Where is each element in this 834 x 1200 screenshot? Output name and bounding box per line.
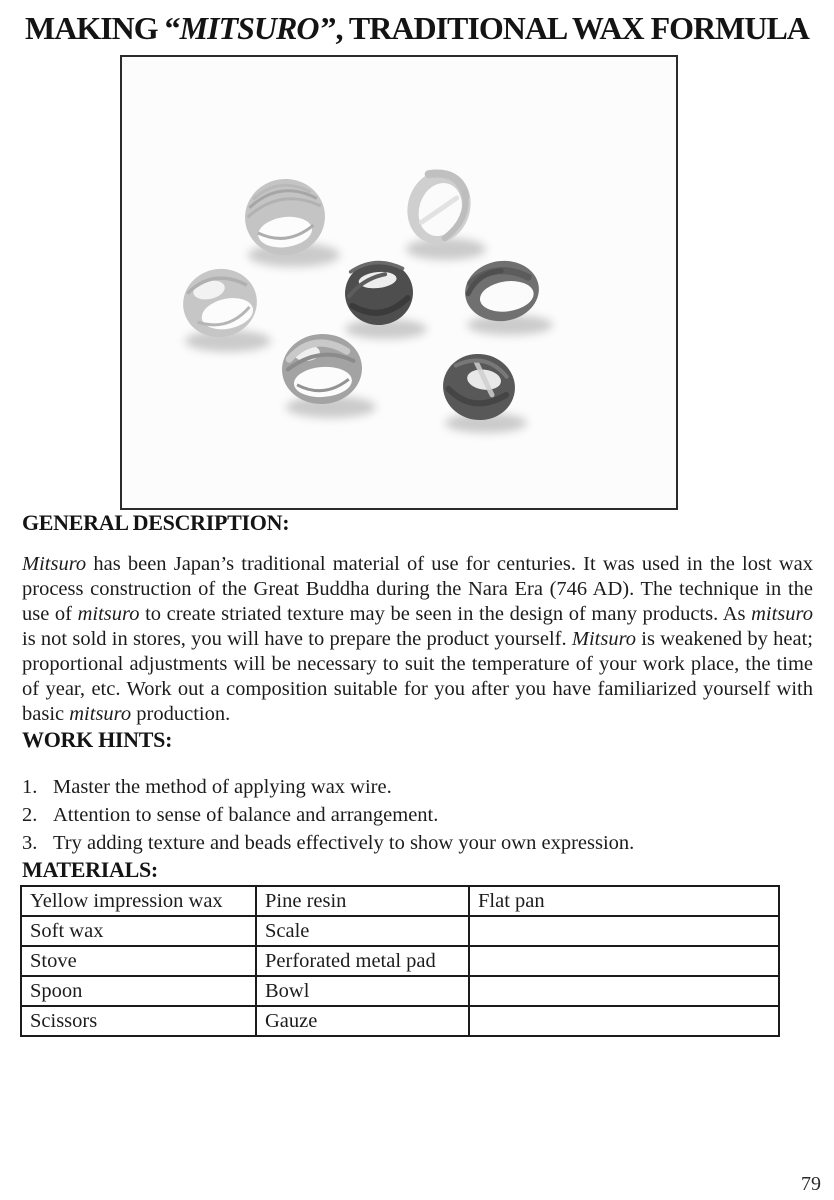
general-description-heading: GENERAL DESCRIPTION: — [22, 510, 290, 535]
work-hints-section — [0, 727, 834, 857]
table-cell: Scissors — [21, 1006, 256, 1036]
mitsuro-photo — [120, 55, 678, 510]
table-cell: Yellow impression wax — [21, 886, 256, 916]
list-item-number: 3. — [22, 832, 38, 854]
general-description-text: Mitsuro has been Japan’s traditional material of use for centuries. It was used in the lost wax process construction of the Great Buddha during the Nara Era (746 AD). The technique in the use of mitsuro to create striated texture may be seen in the design of many products. As mitsuro is not sold in stores, you will have to prepare the product yourself. Mitsuro is weakened by heat; proportional adjustments will be necessary to suit the temperature of your work place, the time of year, etc. Work out a composition suitable for you after you have familiarized yourself with basic mitsuro production. — [22, 553, 814, 725]
table-row — [21, 886, 779, 916]
table-cell: Scale — [256, 916, 469, 946]
table-row — [21, 976, 779, 1006]
list-item-text: Master the method of applying wax wire. — [53, 776, 392, 798]
table-cell: Gauze — [256, 1006, 469, 1036]
table-cell: Pine resin — [256, 886, 469, 916]
general-description-section — [0, 510, 834, 727]
list-item-text: Try adding texture and beads effectively to show your own expression. — [53, 832, 635, 854]
table-cell: Spoon — [21, 976, 256, 1006]
materials-table — [20, 885, 780, 1037]
table-cell: Flat pan — [469, 886, 779, 916]
page-number: 79 — [801, 1173, 821, 1195]
table-cell: Perforated metal pad — [256, 946, 469, 976]
work-hints-heading: WORK HINTS: — [22, 727, 173, 752]
list-item-number: 2. — [22, 804, 38, 826]
table-row — [21, 946, 779, 976]
list-item — [22, 801, 834, 829]
table-row — [21, 916, 779, 946]
list-item — [22, 773, 834, 801]
list-item-text: Attention to sense of balance and arrangement. — [53, 804, 439, 826]
list-item — [22, 829, 834, 857]
table-cell: Stove — [21, 946, 256, 976]
table-cell — [469, 916, 779, 946]
work-hints-list — [22, 773, 834, 857]
table-cell — [469, 1006, 779, 1036]
wax-rings-illustration — [122, 57, 676, 508]
table-cell: Bowl — [256, 976, 469, 1006]
list-item-number: 1. — [22, 776, 38, 798]
table-cell — [469, 976, 779, 1006]
materials-section — [0, 857, 834, 1037]
page-title: MAKING “MITSURO”, TRADITIONAL WAX FORMULA — [25, 10, 809, 46]
table-row — [21, 1006, 779, 1036]
table-cell — [469, 946, 779, 976]
materials-heading: MATERIALS: — [22, 857, 158, 882]
table-cell: Soft wax — [21, 916, 256, 946]
